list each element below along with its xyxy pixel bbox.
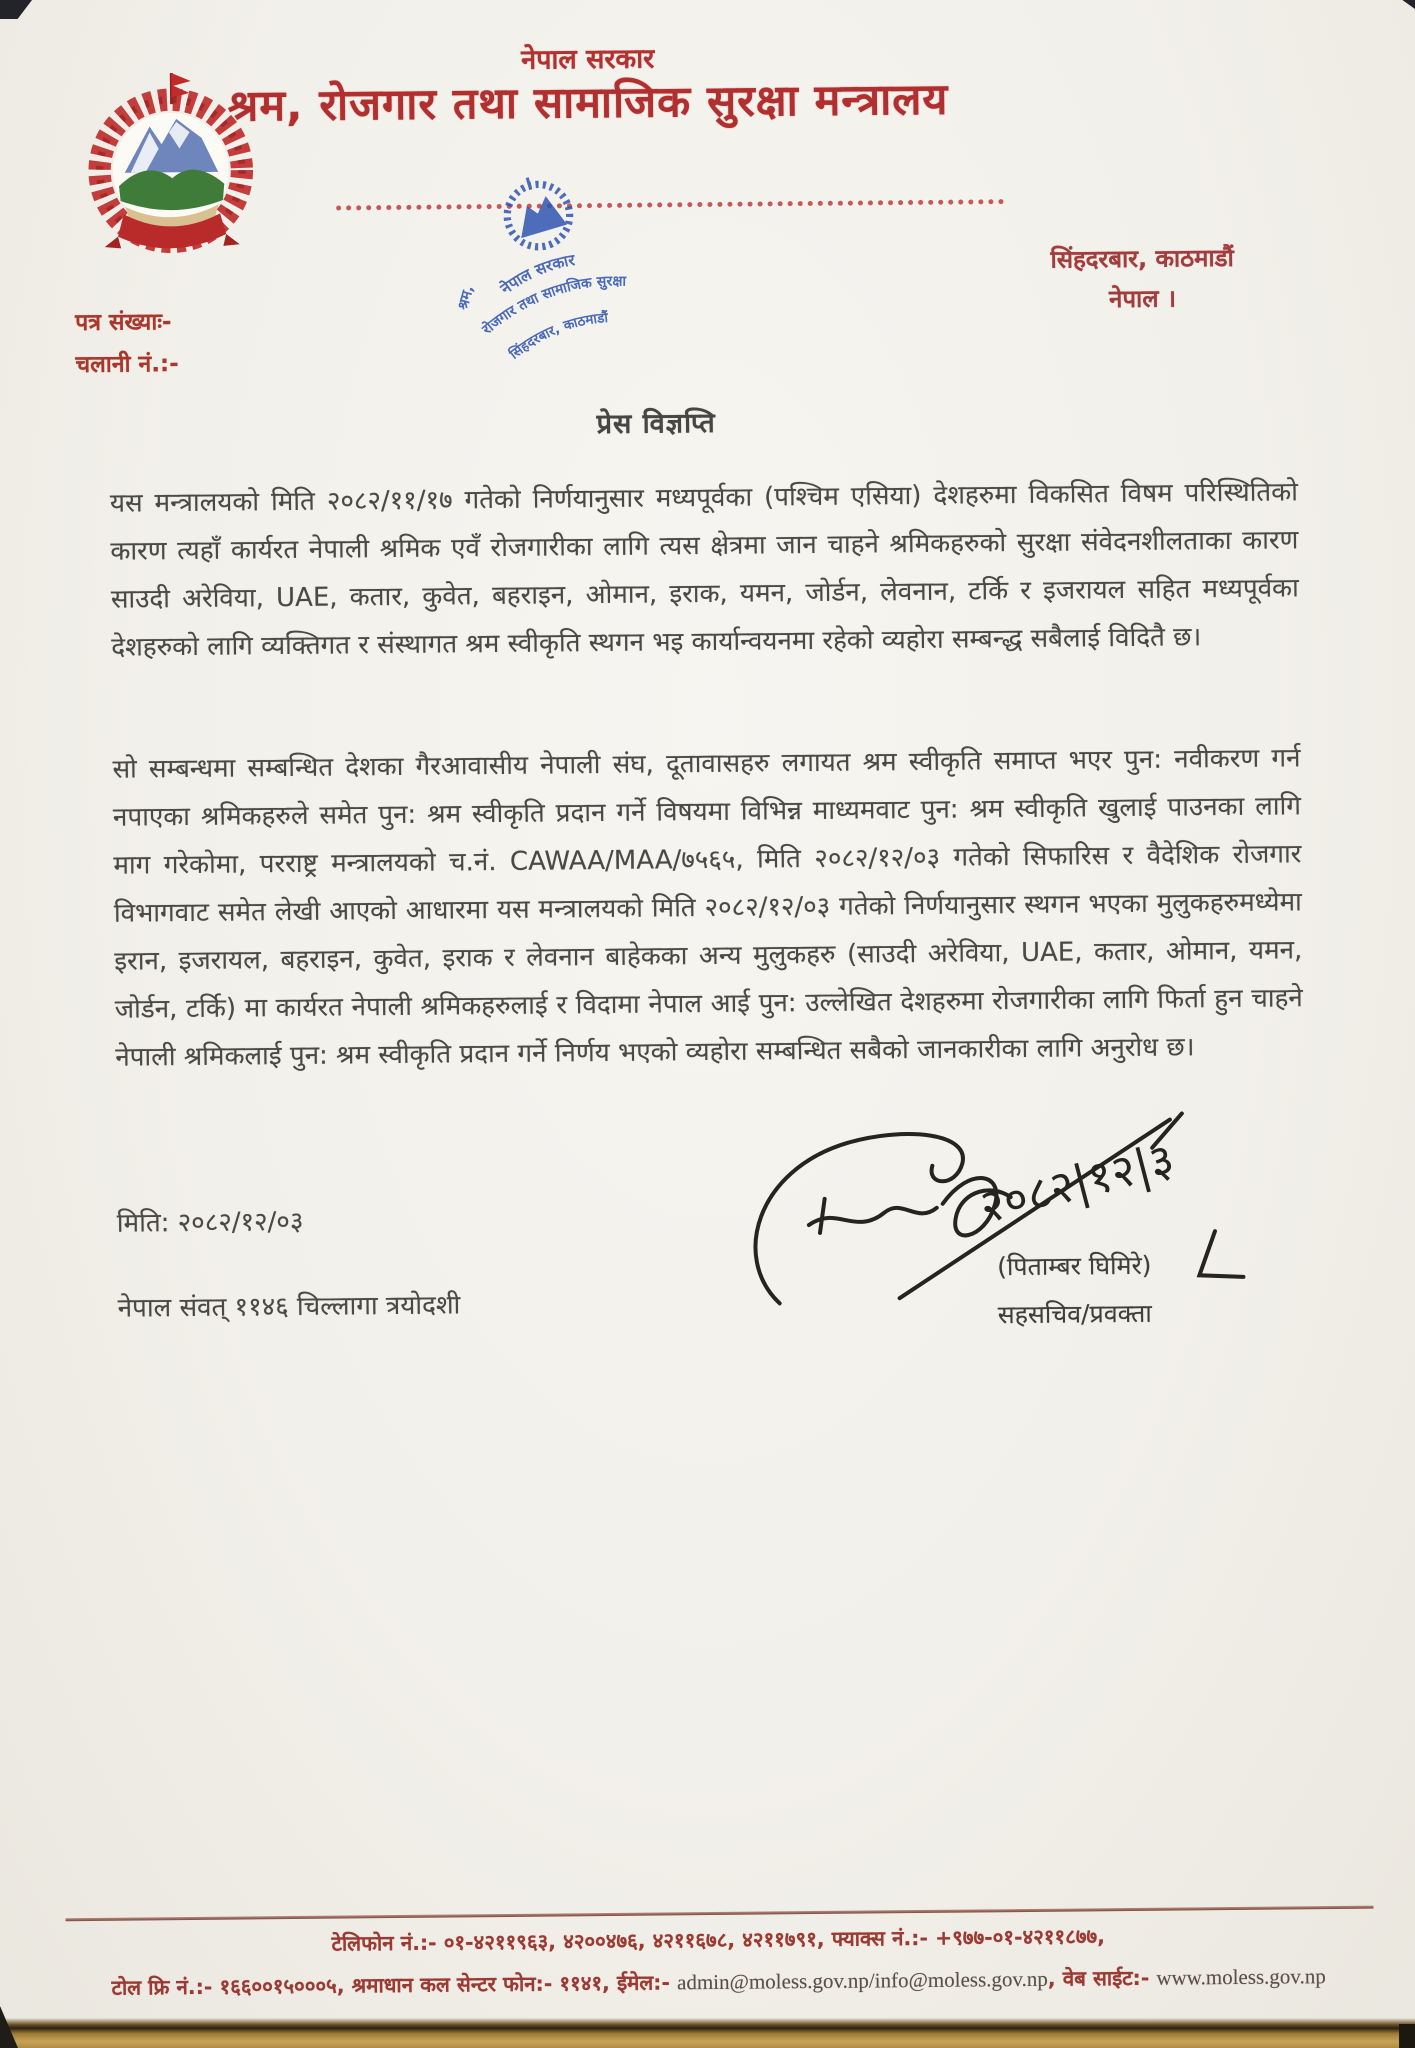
footer-contact-line — [11, 1961, 1415, 2003]
body-paragraph-2: सो सम्बन्धमा सम्बन्धित देशका गैरआवासीय नेपाली संघ, दूतावासहरु लगायत श्रम स्वीकृति समाप्त भएर पुन: नवीकरण गर्न नपाएका श्रमिकहरुले समेत पुन: श्रम स्वीकृति प्रदान गर्ने विषयमा विभिन्न माध्यमवाट पुन: श्रम स्वीकृति खुलाई पाउनका लागि माग गरेकोमा, परराष्ट्र मन्त्रालयको च.नं. CAWAA/MAA/७५६५, मिति २०८२/१२/०३ गतेको सिफारिस र वैदेशिक रोजगार विभागवाट समेत लेखी आएको आधारमा यस मन्त्रालयको मिति २०८२/१२/०३ गतेको निर्णयानुसार स्थगन भएका मुलुकहरुमध्येमा इरान, इजरायल, बहराइन, कुवेत, इराक र लेवनान बाहेकका अन्य मुलुकहरु (साउदी अरेविया, UAE, कतार, ओमान, यमन, जोर्डन, टर्कि) मा कार्यरत नेपाली श्रमिकहरुलाई र विदामा नेपाल आई पुन: उल्लेखित देशहरुमा रोजगारीका लागि फिर्ता हुन चाहने नेपाली श्रमिकलाई पुन: श्रम स्वीकृति प्रदान गर्ने निर्णय भएको व्यहोरा सम्बन्धित सबैको जानकारीका लागि अनुरोध छ। — [112, 743, 1303, 1073]
address-country: नेपाल । — [1108, 284, 1177, 314]
footer-website: www.moless.gov.np — [1156, 1964, 1326, 1990]
signatory-name: (पिताम्बर घिमिरे) — [996, 1250, 1152, 1282]
nepal-coat-of-arms-icon — [81, 60, 261, 274]
stamp-government-text: नेपाल सरकार — [497, 251, 577, 298]
nepal-sambat-date: नेपाल संवत् ११४६ चिल्लागा त्रयोदशी — [117, 1290, 461, 1324]
signature-date-text: २०८२|१२|३ — [974, 1131, 1180, 1235]
scan-corner-mark — [1399, 2024, 1415, 2048]
signatory-designation: सहसचिव/प्रवक्ता — [997, 1298, 1152, 1330]
stamp-ministry-text: रोजगार तथा सामाजिक सुरक्षा — [479, 273, 627, 339]
letter-number-label: पत्र संख्याः- — [75, 309, 172, 337]
footer-email: admin@moless.gov.np/info@moless.gov.np — [676, 1966, 1048, 1995]
footer-phone-line: टेलिफोन नं.:- ०१-४२११९६३, ४२००४७६, ४२११६७८, ४२११७९१, फ्याक्स नं.:- +९७७-०१-४२११८७७, — [331, 1924, 1106, 1956]
reference-numbers — [75, 301, 179, 386]
ministry-address — [1029, 238, 1255, 320]
government-name: नेपाल सरकार — [521, 43, 655, 76]
stamp-shram-text: श्रम, — [454, 283, 478, 312]
body-paragraph-1: यस मन्त्रालयको मिति २०८२/११/१७ गतेको निर्णयानुसार मध्यपूर्वका (पश्चिम एसिया) देशहरुमा विकसित विषम परिस्थितिको कारण त्यहाँ कार्यरत नेपाली श्रमिक एवँ रोजगारीका लागि त्यस क्षेत्रमा जान चाहने श्रमिकहरुको सुरक्षा संवेदनशीलताका कारण साउदी अरेविया, UAE, कतार, कुवेत, बहराइन, ओमान, इराक, यमन, जोर्डन, लेवनान, टर्कि र इजरायल सहित मध्यपूर्वका देशहरुको लागि व्यक्तिगत र संस्थागत श्रम स्वीकृति स्थगन भइ कार्यान्वयनमा रहेको व्यहोरा सम्बन्द्ध सबैलाई विदितै छ। — [109, 477, 1299, 663]
ministry-name: श्रम, रोजगार तथा सामाजिक सुरक्षा मन्त्रालय — [227, 74, 949, 132]
scan-bottom-edge — [0, 2018, 1415, 2048]
issue-date: मिति: २०८२/१२/०३ — [116, 1206, 304, 1239]
footer-website-label: , वेब साईट:- — [1047, 1965, 1157, 1991]
footer-tollfree-label: टोल फ्रि नं.:- १६६००१५०००५, श्रमाधान कल सेन्टर फोन:- ११४१, ईमेल:- — [111, 1970, 678, 2000]
address-city: सिंहदरबार, काठमाडौं — [1050, 243, 1234, 274]
dispatch-number-label: चलानी नं.:- — [75, 351, 179, 379]
footer-divider — [66, 1906, 1374, 1922]
ministry-round-stamp — [421, 134, 683, 394]
stamp-address-text: सिंहदरबार, काठमाडौं — [506, 309, 609, 363]
handwritten-signature — [738, 1102, 1330, 1318]
document-title: प्रेस विज्ञप्ति — [596, 407, 716, 441]
